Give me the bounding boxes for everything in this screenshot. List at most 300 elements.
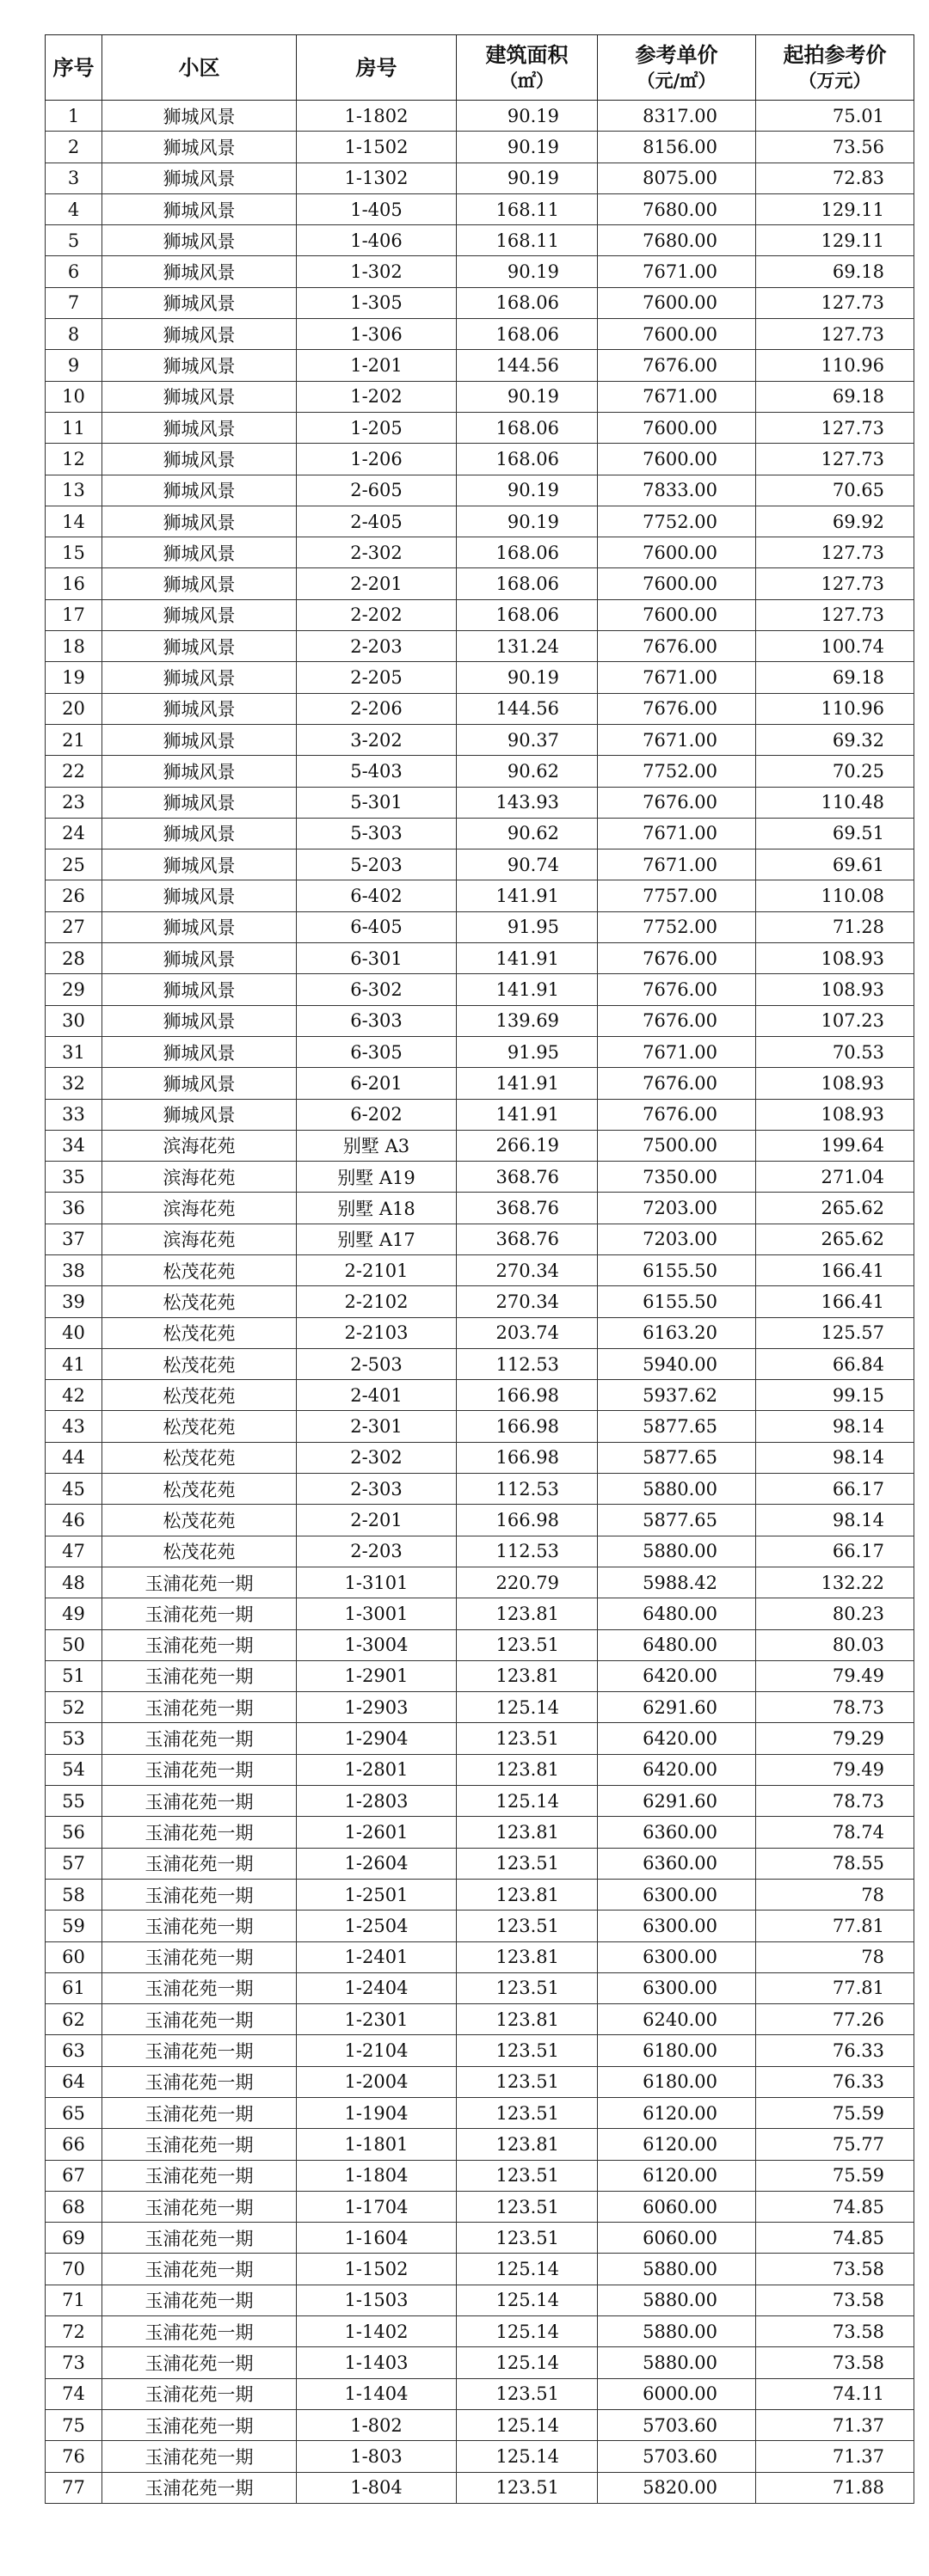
- cell-area: 123.81: [457, 1660, 598, 1691]
- cell-community: 玉浦花苑一期: [102, 1723, 297, 1754]
- cell-start-price: 74.85: [756, 2223, 914, 2254]
- cell-no: 21: [46, 724, 102, 755]
- cell-start-price: 69.18: [756, 381, 914, 412]
- cell-start-price: 78.74: [756, 1817, 914, 1848]
- cell-area: 168.06: [457, 287, 598, 318]
- cell-start-price: 108.93: [756, 1099, 914, 1130]
- cell-area: 123.51: [457, 2098, 598, 2129]
- cell-unit-price: 6060.00: [598, 2191, 756, 2222]
- cell-room: 别墅 A18: [297, 1193, 457, 1224]
- cell-area: 123.51: [457, 1723, 598, 1754]
- cell-room: 2-206: [297, 693, 457, 724]
- cell-area: 168.06: [457, 537, 598, 568]
- cell-area: 112.53: [457, 1348, 598, 1379]
- cell-room: 1-804: [297, 2472, 457, 2503]
- cell-area: 168.06: [457, 568, 598, 599]
- cell-unit-price: 5877.65: [598, 1505, 756, 1536]
- cell-unit-price: 7676.00: [598, 1005, 756, 1036]
- cell-area: 91.95: [457, 911, 598, 942]
- cell-unit-price: 6420.00: [598, 1754, 756, 1785]
- cell-room: 别墅 A17: [297, 1224, 457, 1254]
- table-row: [46, 1505, 914, 1536]
- cell-no: 35: [46, 1162, 102, 1193]
- cell-no: 69: [46, 2223, 102, 2254]
- cell-area: 123.51: [457, 1911, 598, 1941]
- cell-no: 5: [46, 225, 102, 256]
- cell-no: 51: [46, 1660, 102, 1691]
- cell-community: 狮城风景: [102, 412, 297, 443]
- cell-no: 67: [46, 2160, 102, 2191]
- cell-start-price: 271.04: [756, 1162, 914, 1193]
- cell-start-price: 80.23: [756, 1598, 914, 1629]
- table-row: [46, 101, 914, 132]
- cell-community: 松茂花苑: [102, 1442, 297, 1473]
- cell-start-price: 129.11: [756, 193, 914, 224]
- cell-start-price: 110.96: [756, 350, 914, 381]
- table-row: [46, 1442, 914, 1473]
- cell-community: 狮城风景: [102, 724, 297, 755]
- cell-area: 166.98: [457, 1505, 598, 1536]
- cell-room: 1-2401: [297, 1941, 457, 1972]
- cell-unit-price: 8075.00: [598, 163, 756, 193]
- cell-no: 13: [46, 475, 102, 506]
- header-room: 房号: [297, 35, 457, 101]
- cell-community: 狮城风景: [102, 1068, 297, 1099]
- table-row: [46, 2285, 914, 2315]
- cell-unit-price: 5880.00: [598, 2254, 756, 2285]
- cell-no: 1: [46, 101, 102, 132]
- cell-community: 玉浦花苑一期: [102, 1567, 297, 1598]
- cell-room: 2-205: [297, 662, 457, 693]
- cell-room: 1-1801: [297, 2129, 457, 2160]
- cell-start-price: 127.73: [756, 568, 914, 599]
- table-row: [46, 2223, 914, 2254]
- cell-no: 22: [46, 756, 102, 787]
- cell-area: 144.56: [457, 693, 598, 724]
- cell-no: 73: [46, 2347, 102, 2378]
- cell-community: 狮城风景: [102, 662, 297, 693]
- table-row: [46, 787, 914, 818]
- cell-no: 29: [46, 974, 102, 1005]
- cell-room: 1-1604: [297, 2223, 457, 2254]
- header-unit-price: 参考单价 （元/㎡）: [598, 35, 756, 101]
- cell-area: 141.91: [457, 974, 598, 1005]
- cell-area: 90.74: [457, 849, 598, 880]
- table-row: [46, 1786, 914, 1817]
- cell-unit-price: 6240.00: [598, 2004, 756, 2035]
- cell-room: 1-1802: [297, 101, 457, 132]
- cell-no: 48: [46, 1567, 102, 1598]
- cell-unit-price: 7680.00: [598, 193, 756, 224]
- cell-no: 75: [46, 2409, 102, 2440]
- cell-area: 125.14: [457, 1786, 598, 1817]
- cell-no: 6: [46, 256, 102, 287]
- cell-room: 1-1502: [297, 2254, 457, 2285]
- cell-community: 松茂花苑: [102, 1317, 297, 1348]
- cell-community: 狮城风景: [102, 193, 297, 224]
- cell-unit-price: 5988.42: [598, 1567, 756, 1598]
- cell-community: 松茂花苑: [102, 1411, 297, 1442]
- cell-no: 62: [46, 2004, 102, 2035]
- cell-no: 49: [46, 1598, 102, 1629]
- cell-unit-price: 7600.00: [598, 537, 756, 568]
- cell-unit-price: 7676.00: [598, 631, 756, 662]
- cell-area: 112.53: [457, 1474, 598, 1505]
- cell-area: 123.81: [457, 1817, 598, 1848]
- cell-room: 1-1804: [297, 2160, 457, 2191]
- cell-room: 2-302: [297, 1442, 457, 1473]
- cell-community: 狮城风景: [102, 225, 297, 256]
- cell-start-price: 76.33: [756, 2035, 914, 2066]
- header-area-unit: （㎡）: [500, 69, 554, 91]
- cell-unit-price: 7671.00: [598, 662, 756, 693]
- header-start-price: 起拍参考价 （万元）: [756, 35, 914, 101]
- cell-unit-price: 5880.00: [598, 2347, 756, 2378]
- cell-room: 1-1704: [297, 2191, 457, 2222]
- table-row: [46, 2378, 914, 2409]
- header-unit-price-unit: （元/㎡）: [637, 69, 717, 91]
- cell-unit-price: 6300.00: [598, 1972, 756, 2003]
- cell-start-price: 79.49: [756, 1660, 914, 1691]
- cell-room: 别墅 A3: [297, 1130, 457, 1161]
- cell-start-price: 71.28: [756, 911, 914, 942]
- cell-start-price: 98.14: [756, 1442, 914, 1473]
- cell-start-price: 79.29: [756, 1723, 914, 1754]
- table-row: [46, 444, 914, 475]
- cell-room: 1-2901: [297, 1660, 457, 1691]
- cell-unit-price: 7676.00: [598, 1099, 756, 1130]
- cell-community: 滨海花苑: [102, 1130, 297, 1161]
- cell-room: 5-403: [297, 756, 457, 787]
- cell-area: 123.51: [457, 2066, 598, 2097]
- cell-room: 1-205: [297, 412, 457, 443]
- cell-start-price: 108.93: [756, 943, 914, 974]
- cell-unit-price: 5937.62: [598, 1380, 756, 1411]
- cell-start-price: 132.22: [756, 1567, 914, 1598]
- cell-area: 166.98: [457, 1442, 598, 1473]
- cell-unit-price: 6360.00: [598, 1848, 756, 1879]
- cell-area: 123.81: [457, 2129, 598, 2160]
- cell-room: 6-303: [297, 1005, 457, 1036]
- cell-room: 1-202: [297, 381, 457, 412]
- cell-unit-price: 7833.00: [598, 475, 756, 506]
- cell-area: 123.51: [457, 2472, 598, 2503]
- cell-unit-price: 6420.00: [598, 1723, 756, 1754]
- cell-area: 90.62: [457, 756, 598, 787]
- cell-start-price: 129.11: [756, 225, 914, 256]
- cell-start-price: 71.37: [756, 2409, 914, 2440]
- cell-community: 狮城风景: [102, 506, 297, 537]
- cell-area: 91.95: [457, 1036, 598, 1067]
- cell-community: 玉浦花苑一期: [102, 1629, 297, 1660]
- cell-community: 狮城风景: [102, 1036, 297, 1067]
- cell-unit-price: 7671.00: [598, 256, 756, 287]
- table-row: [46, 1224, 914, 1254]
- cell-room: 1-2801: [297, 1754, 457, 1785]
- table-row: [46, 1629, 914, 1660]
- cell-start-price: 73.58: [756, 2347, 914, 2378]
- table-row: [46, 2191, 914, 2222]
- cell-room: 1-3001: [297, 1598, 457, 1629]
- cell-area: 368.76: [457, 1162, 598, 1193]
- table-row: [46, 849, 914, 880]
- cell-no: 12: [46, 444, 102, 475]
- cell-unit-price: 7752.00: [598, 911, 756, 942]
- cell-unit-price: 6155.50: [598, 1286, 756, 1317]
- cell-no: 46: [46, 1505, 102, 1536]
- table-row: [46, 1099, 914, 1130]
- cell-start-price: 127.73: [756, 444, 914, 475]
- cell-room: 1-1502: [297, 132, 457, 163]
- cell-no: 32: [46, 1068, 102, 1099]
- cell-room: 1-302: [297, 256, 457, 287]
- cell-area: 123.81: [457, 1598, 598, 1629]
- cell-no: 2: [46, 132, 102, 163]
- cell-unit-price: 6163.20: [598, 1317, 756, 1348]
- cell-community: 松茂花苑: [102, 1536, 297, 1567]
- cell-unit-price: 6480.00: [598, 1629, 756, 1660]
- cell-room: 2-605: [297, 475, 457, 506]
- cell-no: 45: [46, 1474, 102, 1505]
- cell-start-price: 108.93: [756, 1068, 914, 1099]
- cell-area: 90.19: [457, 475, 598, 506]
- cell-unit-price: 7671.00: [598, 381, 756, 412]
- table-row: [46, 2098, 914, 2129]
- cell-no: 30: [46, 1005, 102, 1036]
- cell-start-price: 66.17: [756, 1536, 914, 1567]
- table-header-row: [46, 35, 914, 101]
- cell-unit-price: 7680.00: [598, 225, 756, 256]
- cell-community: 松茂花苑: [102, 1254, 297, 1285]
- cell-unit-price: 7600.00: [598, 444, 756, 475]
- cell-room: 2-302: [297, 537, 457, 568]
- cell-unit-price: 6060.00: [598, 2223, 756, 2254]
- cell-room: 6-305: [297, 1036, 457, 1067]
- table-row: [46, 1567, 914, 1598]
- cell-unit-price: 7350.00: [598, 1162, 756, 1193]
- cell-unit-price: 6300.00: [598, 1941, 756, 1972]
- cell-room: 1-2504: [297, 1911, 457, 1941]
- cell-area: 266.19: [457, 1130, 598, 1161]
- cell-unit-price: 7671.00: [598, 1036, 756, 1067]
- cell-unit-price: 8156.00: [598, 132, 756, 163]
- cell-room: 1-1904: [297, 2098, 457, 2129]
- table-row: [46, 2160, 914, 2191]
- cell-start-price: 265.62: [756, 1224, 914, 1254]
- cell-room: 1-2004: [297, 2066, 457, 2097]
- cell-start-price: 73.58: [756, 2285, 914, 2315]
- cell-community: 玉浦花苑一期: [102, 2316, 297, 2347]
- cell-start-price: 70.65: [756, 475, 914, 506]
- cell-no: 55: [46, 1786, 102, 1817]
- cell-community: 玉浦花苑一期: [102, 1941, 297, 1972]
- cell-room: 2-201: [297, 568, 457, 599]
- cell-community: 狮城风景: [102, 756, 297, 787]
- cell-community: 玉浦花苑一期: [102, 2035, 297, 2066]
- cell-area: 90.19: [457, 381, 598, 412]
- cell-community: 玉浦花苑一期: [102, 2004, 297, 2035]
- cell-start-price: 75.77: [756, 2129, 914, 2160]
- cell-community: 狮城风景: [102, 787, 297, 818]
- cell-start-price: 77.81: [756, 1972, 914, 2003]
- cell-area: 141.91: [457, 1099, 598, 1130]
- cell-room: 2-301: [297, 1411, 457, 1442]
- table-row: [46, 1286, 914, 1317]
- table-row: [46, 1348, 914, 1379]
- cell-area: 125.14: [457, 2409, 598, 2440]
- cell-unit-price: 7676.00: [598, 693, 756, 724]
- cell-area: 90.62: [457, 818, 598, 849]
- cell-community: 玉浦花苑一期: [102, 1817, 297, 1848]
- cell-area: 168.06: [457, 319, 598, 350]
- cell-area: 166.98: [457, 1411, 598, 1442]
- cell-community: 狮城风景: [102, 101, 297, 132]
- cell-area: 144.56: [457, 350, 598, 381]
- table-row: [46, 1911, 914, 1941]
- table-row: [46, 193, 914, 224]
- table-row: [46, 163, 914, 193]
- cell-community: 玉浦花苑一期: [102, 1598, 297, 1629]
- cell-community: 玉浦花苑一期: [102, 1848, 297, 1879]
- cell-unit-price: 7676.00: [598, 943, 756, 974]
- header-start-price-unit: （万元）: [798, 69, 871, 91]
- cell-room: 1-803: [297, 2441, 457, 2472]
- table-row: [46, 256, 914, 287]
- cell-no: 61: [46, 1972, 102, 2003]
- cell-area: 123.51: [457, 2035, 598, 2066]
- cell-community: 狮城风景: [102, 911, 297, 942]
- cell-room: 1-2601: [297, 1817, 457, 1848]
- cell-community: 狮城风景: [102, 132, 297, 163]
- cell-start-price: 72.83: [756, 163, 914, 193]
- cell-room: 6-302: [297, 974, 457, 1005]
- cell-start-price: 98.14: [756, 1411, 914, 1442]
- cell-no: 26: [46, 880, 102, 911]
- table-row: [46, 1380, 914, 1411]
- cell-no: 36: [46, 1193, 102, 1224]
- table-row: [46, 225, 914, 256]
- cell-no: 63: [46, 2035, 102, 2066]
- table-row: [46, 974, 914, 1005]
- cell-unit-price: 7600.00: [598, 287, 756, 318]
- cell-unit-price: 7600.00: [598, 319, 756, 350]
- cell-no: 66: [46, 2129, 102, 2160]
- table-row: [46, 132, 914, 163]
- cell-area: 90.37: [457, 724, 598, 755]
- cell-room: 2-303: [297, 1474, 457, 1505]
- cell-area: 168.11: [457, 193, 598, 224]
- cell-room: 1-2501: [297, 1879, 457, 1910]
- cell-no: 59: [46, 1911, 102, 1941]
- cell-room: 1-802: [297, 2409, 457, 2440]
- table-row: [46, 2409, 914, 2440]
- cell-start-price: 66.17: [756, 1474, 914, 1505]
- cell-room: 1-201: [297, 350, 457, 381]
- cell-area: 123.51: [457, 2223, 598, 2254]
- cell-room: 2-202: [297, 599, 457, 630]
- cell-start-price: 110.08: [756, 880, 914, 911]
- cell-unit-price: 5880.00: [598, 1474, 756, 1505]
- cell-start-price: 66.84: [756, 1348, 914, 1379]
- cell-room: 1-1403: [297, 2347, 457, 2378]
- cell-unit-price: 5880.00: [598, 2285, 756, 2315]
- cell-room: 1-2104: [297, 2035, 457, 2066]
- cell-no: 9: [46, 350, 102, 381]
- cell-room: 1-3004: [297, 1629, 457, 1660]
- cell-start-price: 78: [756, 1941, 914, 1972]
- cell-room: 1-3101: [297, 1567, 457, 1598]
- cell-start-price: 110.96: [756, 693, 914, 724]
- cell-area: 125.14: [457, 1692, 598, 1723]
- cell-unit-price: 7757.00: [598, 880, 756, 911]
- cell-unit-price: 7676.00: [598, 1068, 756, 1099]
- table-row: [46, 1972, 914, 2003]
- cell-room: 1-206: [297, 444, 457, 475]
- table-row: [46, 537, 914, 568]
- cell-start-price: 78.73: [756, 1786, 914, 1817]
- cell-start-price: 265.62: [756, 1193, 914, 1224]
- cell-community: 玉浦花苑一期: [102, 2472, 297, 2503]
- cell-area: 368.76: [457, 1193, 598, 1224]
- cell-unit-price: 6180.00: [598, 2035, 756, 2066]
- cell-start-price: 73.58: [756, 2316, 914, 2347]
- cell-community: 玉浦花苑一期: [102, 1660, 297, 1691]
- cell-no: 18: [46, 631, 102, 662]
- cell-community: 玉浦花苑一期: [102, 1786, 297, 1817]
- cell-room: 2-503: [297, 1348, 457, 1379]
- cell-start-price: 75.59: [756, 2098, 914, 2129]
- cell-community: 玉浦花苑一期: [102, 2066, 297, 2097]
- cell-start-price: 69.32: [756, 724, 914, 755]
- cell-room: 1-1404: [297, 2378, 457, 2409]
- cell-no: 33: [46, 1099, 102, 1130]
- cell-no: 43: [46, 1411, 102, 1442]
- cell-unit-price: 7203.00: [598, 1193, 756, 1224]
- cell-room: 2-203: [297, 631, 457, 662]
- cell-unit-price: 6155.50: [598, 1254, 756, 1285]
- cell-community: 狮城风景: [102, 818, 297, 849]
- cell-community: 玉浦花苑一期: [102, 2409, 297, 2440]
- cell-community: 狮城风景: [102, 444, 297, 475]
- cell-room: 1-306: [297, 319, 457, 350]
- cell-unit-price: 6420.00: [598, 1660, 756, 1691]
- cell-room: 1-405: [297, 193, 457, 224]
- cell-no: 37: [46, 1224, 102, 1254]
- table-row: [46, 1130, 914, 1161]
- table-row: [46, 1723, 914, 1754]
- table-row: [46, 1660, 914, 1691]
- cell-area: 141.91: [457, 943, 598, 974]
- cell-community: 狮城风景: [102, 849, 297, 880]
- cell-no: 20: [46, 693, 102, 724]
- cell-community: 滨海花苑: [102, 1162, 297, 1193]
- cell-start-price: 127.73: [756, 599, 914, 630]
- cell-room: 1-1402: [297, 2316, 457, 2347]
- cell-start-price: 80.03: [756, 1629, 914, 1660]
- cell-area: 141.91: [457, 1068, 598, 1099]
- cell-area: 168.06: [457, 444, 598, 475]
- cell-area: 123.51: [457, 1629, 598, 1660]
- cell-area: 220.79: [457, 1567, 598, 1598]
- cell-unit-price: 7500.00: [598, 1130, 756, 1161]
- cell-area: 123.51: [457, 1848, 598, 1879]
- cell-community: 狮城风景: [102, 568, 297, 599]
- cell-unit-price: 5880.00: [598, 1536, 756, 1567]
- cell-community: 狮城风景: [102, 1005, 297, 1036]
- cell-no: 58: [46, 1879, 102, 1910]
- cell-community: 狮城风景: [102, 381, 297, 412]
- cell-room: 1-406: [297, 225, 457, 256]
